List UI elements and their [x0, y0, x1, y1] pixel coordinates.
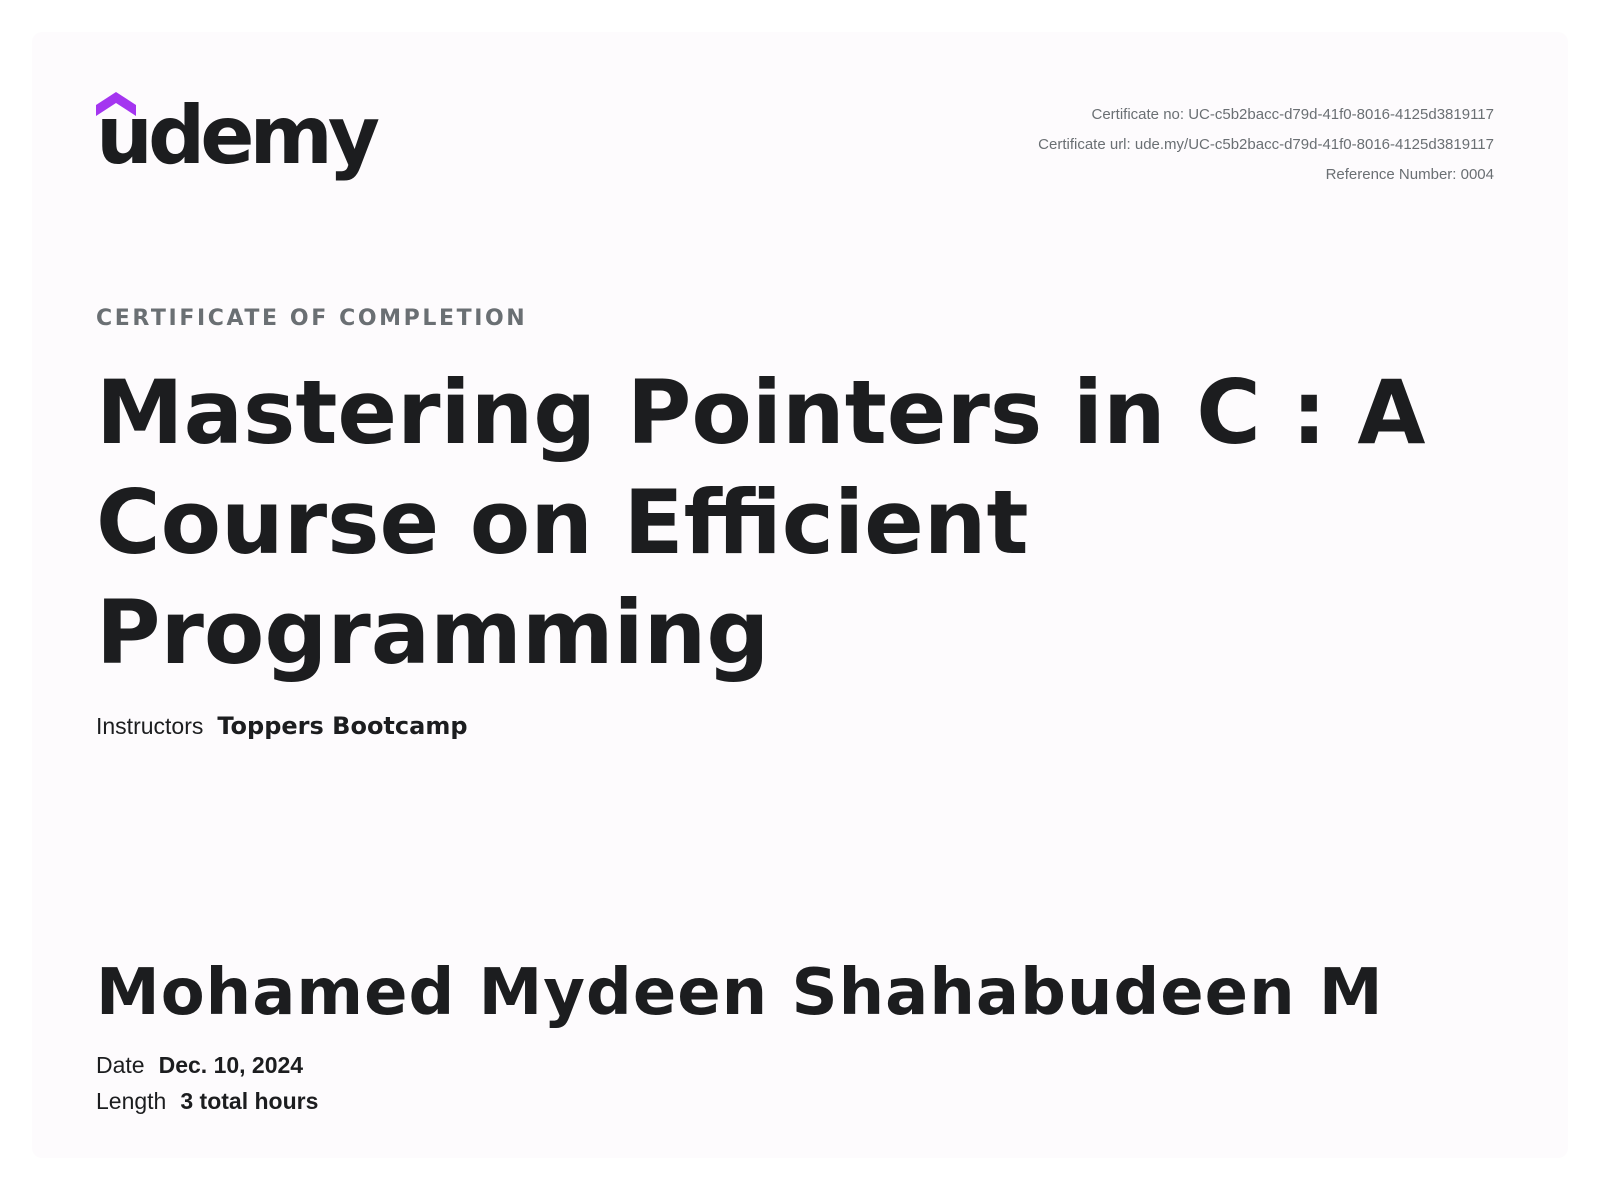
date-row	[96, 1052, 303, 1079]
course-title: Mastering Pointers in C : A Course on Efficient Programming	[96, 361, 1426, 684]
logo-wordmark: udemy	[96, 89, 375, 182]
length-row	[96, 1088, 318, 1115]
recipient-name: Mohamed Mydeen Shahabudeen M	[96, 956, 1384, 1030]
certificate-url[interactable]: Certificate url: ude.my/UC-c5b2bacc-d79d-41f0-8016-4125d3819117	[1038, 136, 1494, 153]
date-label: Date	[96, 1052, 145, 1078]
certificate-meta	[1038, 100, 1494, 190]
certificate-number: Certificate no: UC-c5b2bacc-d79d-41f0-8016-4125d3819117	[1091, 106, 1494, 123]
reference-number: Reference Number: 0004	[1325, 166, 1494, 183]
certificate-eyebrow: CERTIFICATE OF COMPLETION	[96, 306, 528, 331]
instructors-value: Toppers Bootcamp	[217, 712, 468, 740]
length-value: 3 total hours	[180, 1088, 319, 1114]
instructors-label: Instructors	[96, 713, 204, 739]
length-label: Length	[96, 1088, 167, 1114]
instructors-row	[96, 712, 468, 740]
date-value: Dec. 10, 2024	[158, 1052, 304, 1078]
udemy-logo	[96, 89, 375, 198]
